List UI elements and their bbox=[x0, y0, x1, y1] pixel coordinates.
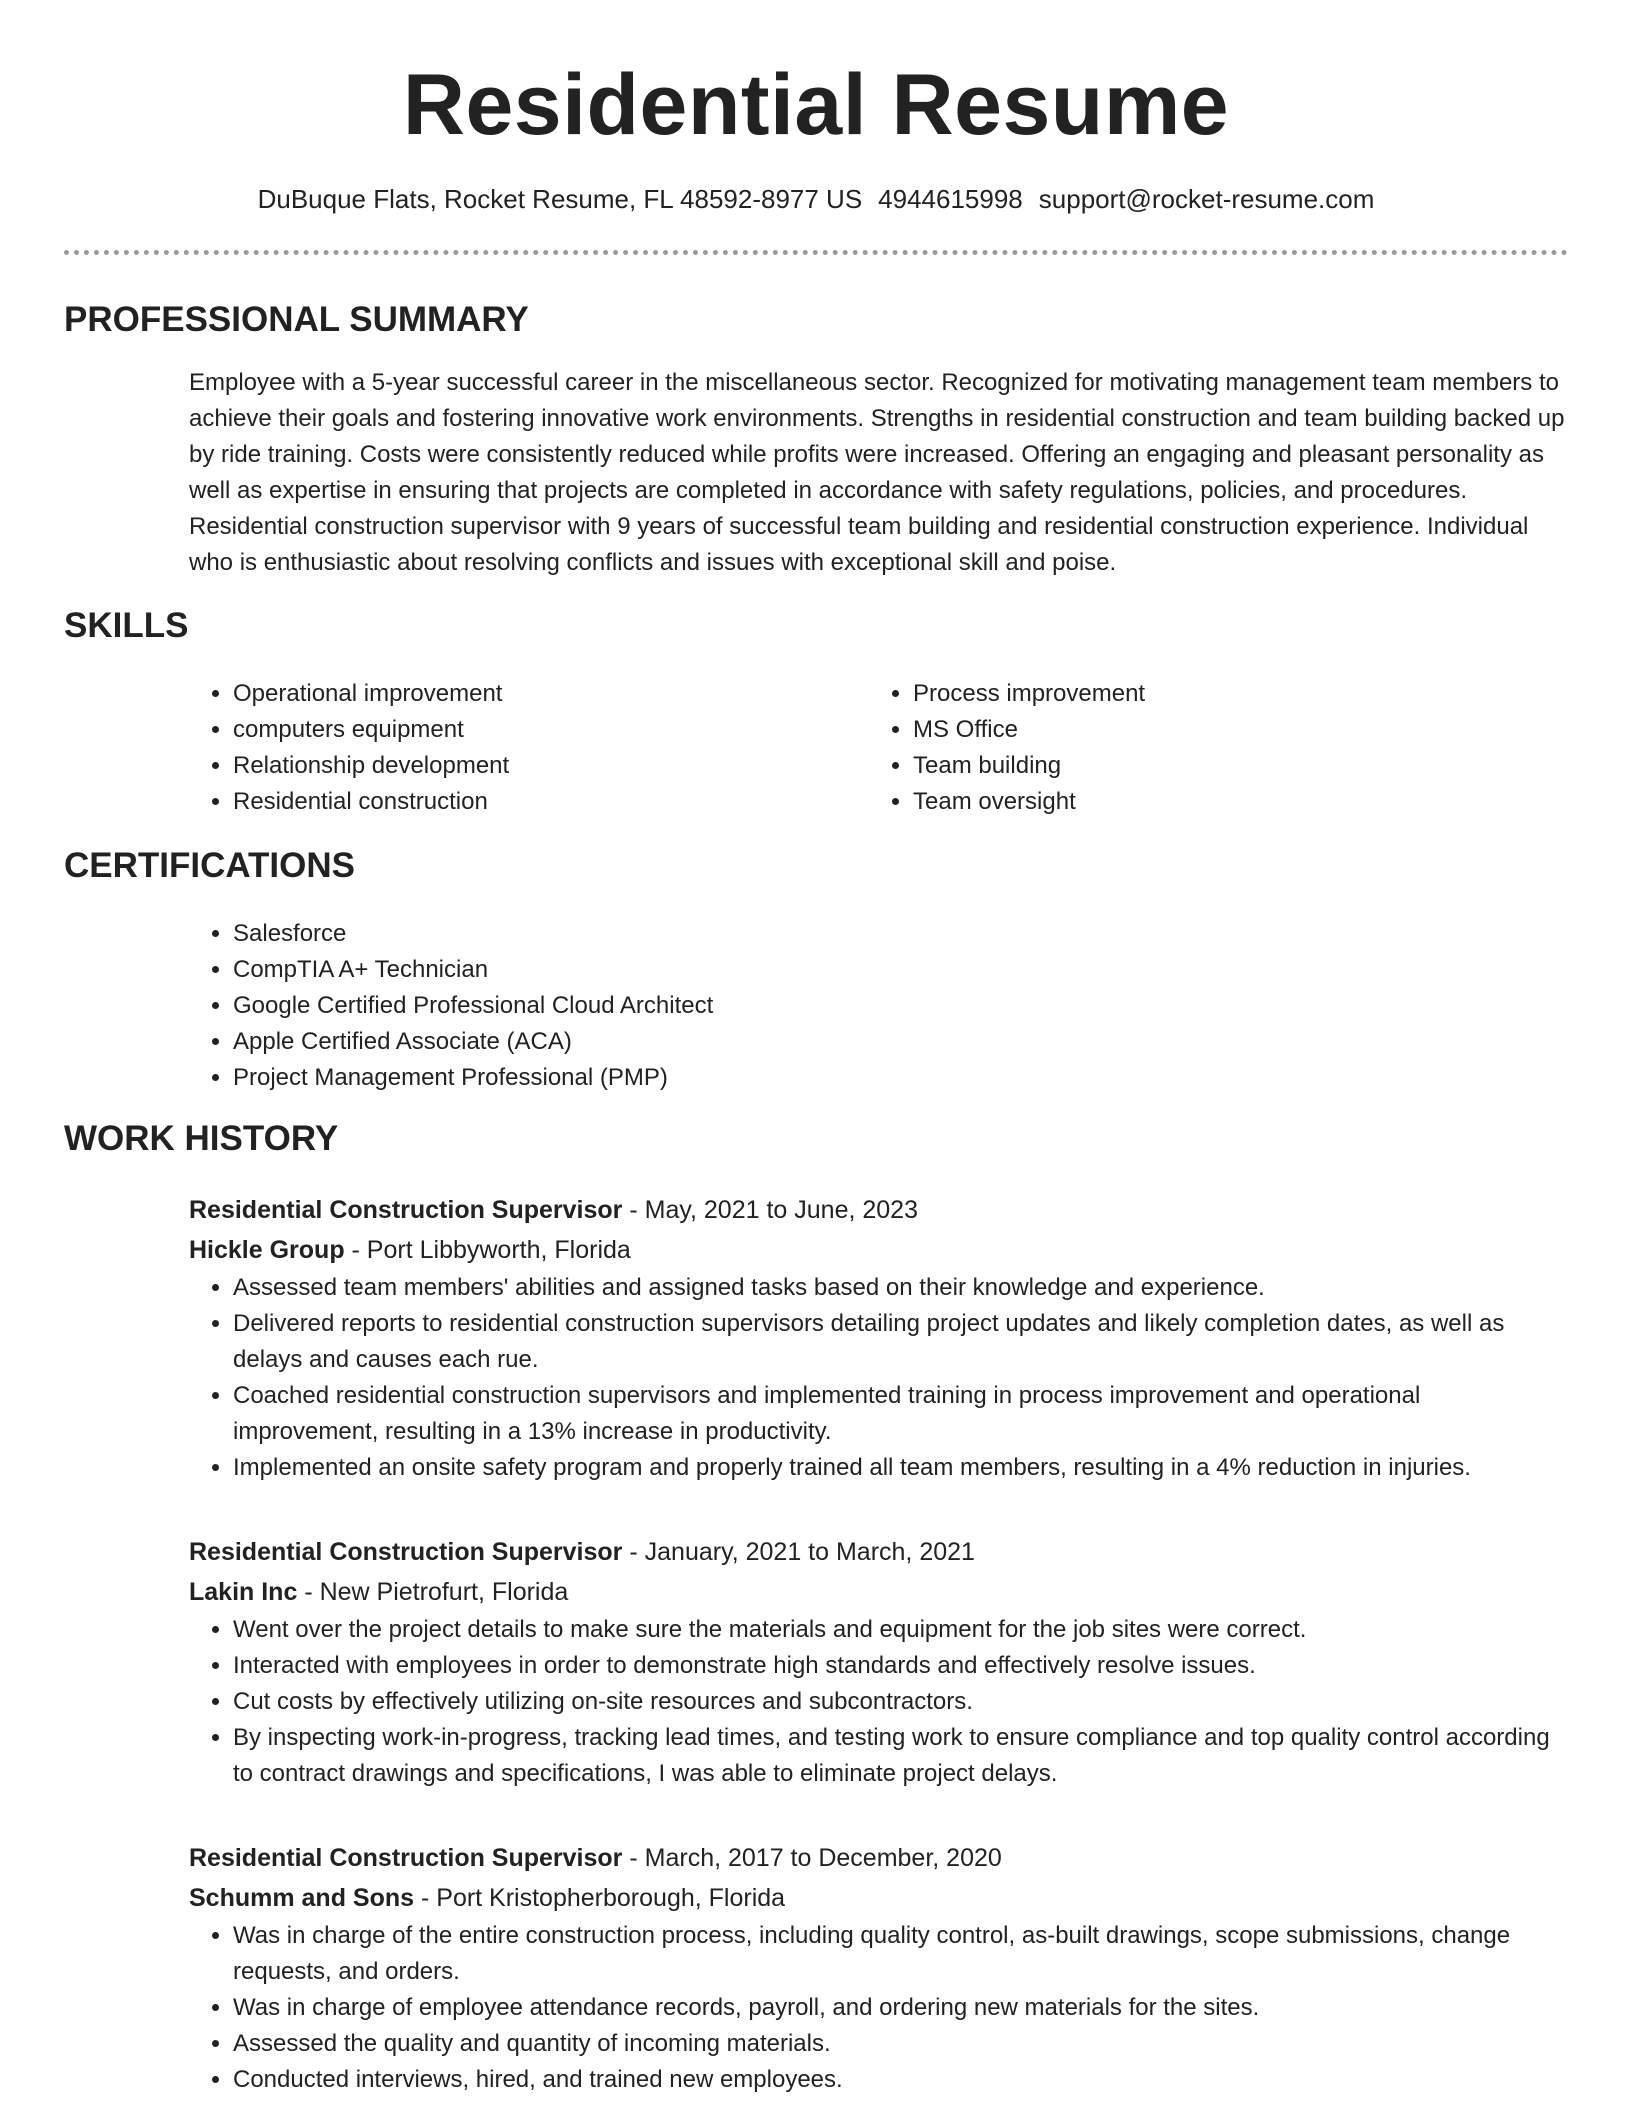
job-bullet: • By inspecting work-in-progress, tracking lead times, and testing work to ensure compliance and top quality control according to contract drawings and specifications, I was able to eliminate project delays. bbox=[233, 1720, 1569, 1792]
contact-address: DuBuque Flats, Rocket Resume, FL 48592-8977 US bbox=[257, 184, 863, 214]
job-company: Schumm and Sons bbox=[189, 1884, 415, 1912]
contact-line bbox=[0, 182, 1632, 216]
certification-item: • Project Management Professional (PMP) bbox=[233, 1060, 1569, 1096]
skill-item: • Residential construction bbox=[233, 784, 869, 820]
job-company-line bbox=[189, 1572, 1569, 1612]
job-bullet: • Assessed team members' abilities and assigned tasks based on their knowledge and experience. bbox=[233, 1270, 1569, 1306]
contact-phone: 4944615998 bbox=[878, 184, 1023, 214]
job-bullet: • Coached residential construction supervisors and implemented training in process improvement and operational improvement, resulting in a 13% increase in productivity. bbox=[233, 1378, 1569, 1450]
certification-item: • Salesforce bbox=[233, 916, 1569, 952]
certifications-heading: CERTIFICATIONS bbox=[64, 846, 356, 885]
certifications-list bbox=[189, 916, 1569, 1096]
job-entry bbox=[189, 1532, 1569, 1792]
summary-text: Employee with a 5-year successful career in the miscellaneous sector. Recognized for motivating management team members to achieve their goals and fostering innovative work environments. Strengths in residential construction and team building backed up by ride training. Costs were consistently reduced while profits were increased. Offering an engaging and pleasant personality as well as expertise in ensuring that projects are completed in accordance with safety regulations, policies, and procedures. Residential construction supervisor with 9 years of successful team building and residential construction experience. Individual who is enthusiastic about resolving conflicts and issues with exceptional skill and poise. bbox=[189, 369, 1565, 576]
skill-item: • Operational improvement bbox=[233, 676, 869, 712]
job-title-line bbox=[189, 1532, 1569, 1572]
job-company-line bbox=[189, 1230, 1569, 1270]
skills-list bbox=[189, 676, 1569, 820]
job-bullet: • Assessed the quality and quantity of incoming materials. bbox=[233, 2026, 1569, 2062]
job-title-line bbox=[189, 1838, 1569, 1878]
skills-column-right bbox=[869, 676, 1549, 820]
skill-item: • Team oversight bbox=[913, 784, 1549, 820]
job-company-line bbox=[189, 1878, 1569, 1918]
summary-heading: PROFESSIONAL SUMMARY bbox=[64, 300, 529, 339]
skill-item: • Team building bbox=[913, 748, 1549, 784]
certification-item: • CompTIA A+ Technician bbox=[233, 952, 1569, 988]
job-bullet: • Delivered reports to residential construction supervisors detailing project updates and likely completion dates, as well as delays and causes each rue. bbox=[233, 1306, 1569, 1378]
skills-heading: SKILLS bbox=[64, 606, 189, 645]
job-role: Residential Construction Supervisor bbox=[189, 1844, 623, 1872]
resume-name: Residential Resume bbox=[402, 57, 1230, 153]
skill-item: • MS Office bbox=[913, 712, 1549, 748]
skill-item: • Relationship development bbox=[233, 748, 869, 784]
job-bullets bbox=[189, 1918, 1569, 2098]
job-bullet: • Cut costs by effectively utilizing on-site resources and subcontractors. bbox=[233, 1684, 1569, 1720]
job-dates: - March, 2017 to December, 2020 bbox=[622, 1844, 1002, 1872]
job-bullet: • Was in charge of the entire construction process, including quality control, as-built drawings, scope submissions, change requests, and orders. bbox=[233, 1918, 1569, 1990]
skills-column-left bbox=[189, 676, 869, 820]
job-entry bbox=[189, 1190, 1569, 1486]
skill-item: • computers equipment bbox=[233, 712, 869, 748]
job-role: Residential Construction Supervisor bbox=[189, 1538, 623, 1566]
job-bullet: • Interacted with employees in order to demonstrate high standards and effectively resolve issues. bbox=[233, 1648, 1569, 1684]
job-bullets bbox=[189, 1612, 1569, 1792]
work-history-heading: WORK HISTORY bbox=[64, 1119, 339, 1158]
job-dates: - January, 2021 to March, 2021 bbox=[622, 1538, 975, 1566]
job-title-line bbox=[189, 1190, 1569, 1230]
job-location: - Port Kristopherborough, Florida bbox=[414, 1884, 786, 1912]
job-bullets bbox=[189, 1270, 1569, 1486]
job-dates: - May, 2021 to June, 2023 bbox=[622, 1196, 918, 1224]
job-location: - Port Libbyworth, Florida bbox=[344, 1236, 631, 1264]
certification-item: • Apple Certified Associate (ACA) bbox=[233, 1024, 1569, 1060]
job-location: - New Pietrofurt, Florida bbox=[297, 1578, 569, 1606]
skill-item: • Process improvement bbox=[913, 676, 1549, 712]
contact-email: support@rocket-resume.com bbox=[1038, 184, 1375, 214]
job-role: Residential Construction Supervisor bbox=[189, 1196, 623, 1224]
job-bullet: • Was in charge of employee attendance records, payroll, and ordering new materials for the sites. bbox=[233, 1990, 1569, 2026]
job-company: Lakin Inc bbox=[189, 1578, 298, 1606]
certification-item: • Google Certified Professional Cloud Architect bbox=[233, 988, 1569, 1024]
header-divider bbox=[64, 250, 1568, 255]
job-entry bbox=[189, 1838, 1569, 2098]
job-bullet: • Went over the project details to make sure the materials and equipment for the job sites were correct. bbox=[233, 1612, 1569, 1648]
job-company: Hickle Group bbox=[189, 1236, 345, 1264]
job-bullet: • Conducted interviews, hired, and trained new employees. bbox=[233, 2062, 1569, 2098]
job-bullet: • Implemented an onsite safety program and properly trained all team members, resulting in a 4% reduction in injuries. bbox=[233, 1450, 1569, 1486]
